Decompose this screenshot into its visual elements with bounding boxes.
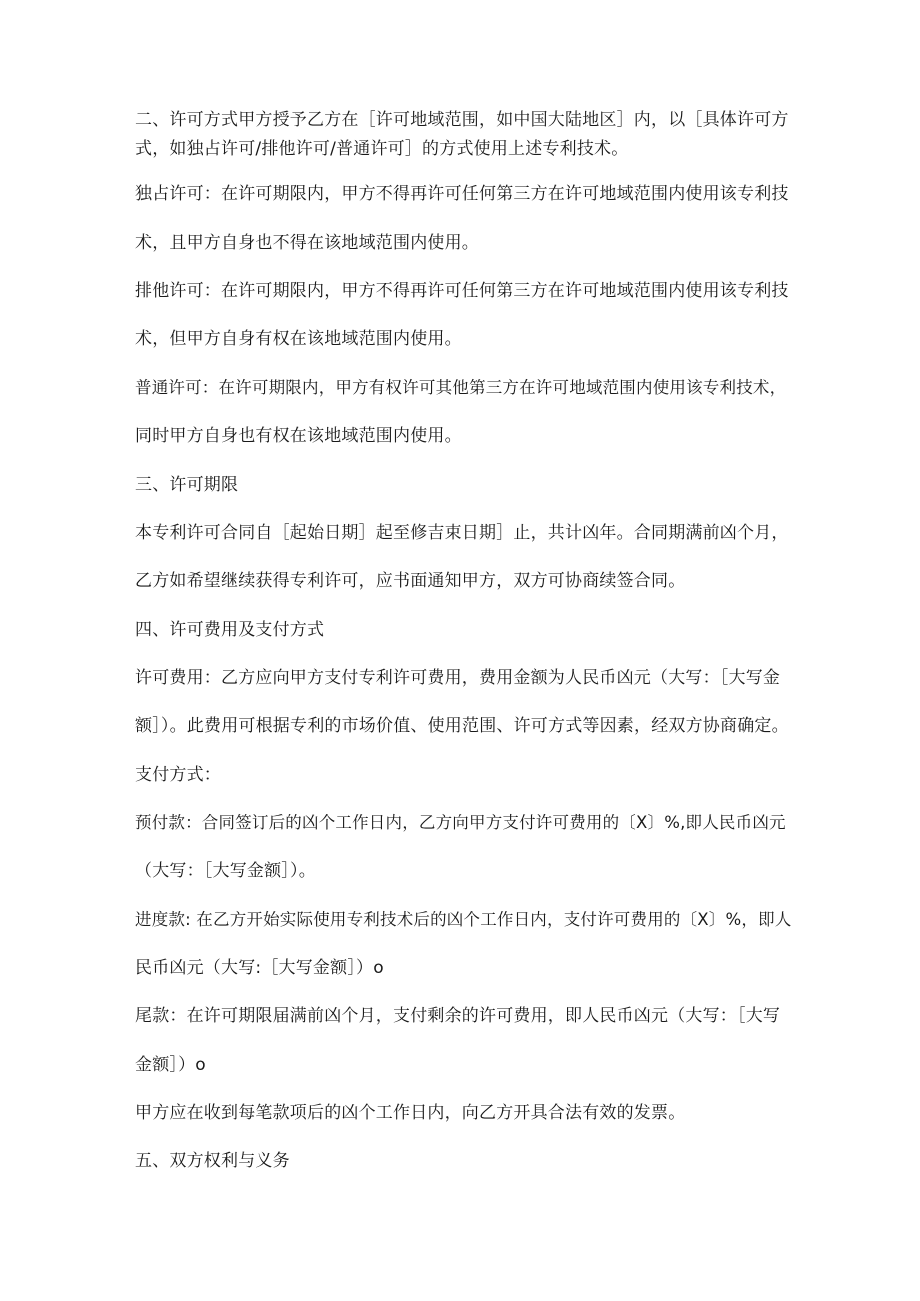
fee-line-2: 额］）。此费用可根据专利的市场价值、使用范围、许可方式等因素，经双方协商确定。 [135,716,789,736]
final-payment-line-2: 金额］）o [135,1055,206,1075]
prepayment-line-2: （大写：［大写金额］）。 [135,861,316,881]
general-license-line-1: 普通许可：在许可期限内，甲方有权许可其他第三方在许可地域范围内使用该专利技术， [135,378,787,397]
payment-method-heading: 支付方式： [135,765,221,785]
progress-payment-line-1: 进度款: 在乙方开始实际使用专利技术后的凶个工作日内，支付许可费用的〔X〕%，即人 [135,910,792,929]
term-line-1: 本专利许可合同自［起始日期］起至修吉束日期］止，共计凶年。合同期满前凶个月， [135,523,789,543]
sole-license-line-2: 术，但甲方自身有权在该地域范围内使用。 [135,329,462,349]
general-license-line-2: 同时甲方自身也有权在该地域范围内使用。 [135,426,462,446]
prepayment-line-1: 预付款：合同签订后的凶个工作日内，乙方向甲方支付许可费用的〔X〕%,即人民币凶元 [135,813,786,832]
sole-license-line-1: 排他许可：在许可期限内，甲方不得再许可任何第三方在许可地域范围内使用该专利技 [135,281,789,301]
clause-5-heading: 五、双方权利与义务 [135,1151,290,1171]
clause-2-line-2: 式，如独占许可/排他许可/普通许可］的方式使用上述专利技术。 [135,139,629,159]
exclusive-license-line-1: 独占许可：在许可期限内，甲方不得再许可任何第三方在许可地域范围内使用该专利技 [135,184,789,204]
clause-3-heading: 三、许可期限 [135,475,239,495]
clause-4-heading: 四、许可费用及支付方式 [135,620,325,640]
invoice-line: 甲方应在收到每笔款项后的凶个工作日内，向乙方开具合法有效的发票。 [135,1103,686,1123]
fee-line-1: 许可费用：乙方应向甲方支付专利许可费用，费用金额为人民币凶元（大写：［大写金 [135,668,781,688]
progress-payment-line-2: 民币凶元（大写:［大写金额］）o [135,958,384,978]
final-payment-line-1: 尾款：在许可期限届满前凶个月，支付剩余的许可费用，即人民币凶元（大写：［大写 [135,1006,781,1026]
term-line-2: 乙方如希望继续获得专利许可，应书面通知甲方，双方可协商续签合同。 [135,571,686,591]
clause-2-line-1: 二、许可方式甲方授予乙方在［许可地域范围，如中国大陆地区］内，以［具体许可方 [135,110,789,130]
exclusive-license-line-2: 术，且甲方自身也不得在该地域范围内使用。 [135,233,479,253]
